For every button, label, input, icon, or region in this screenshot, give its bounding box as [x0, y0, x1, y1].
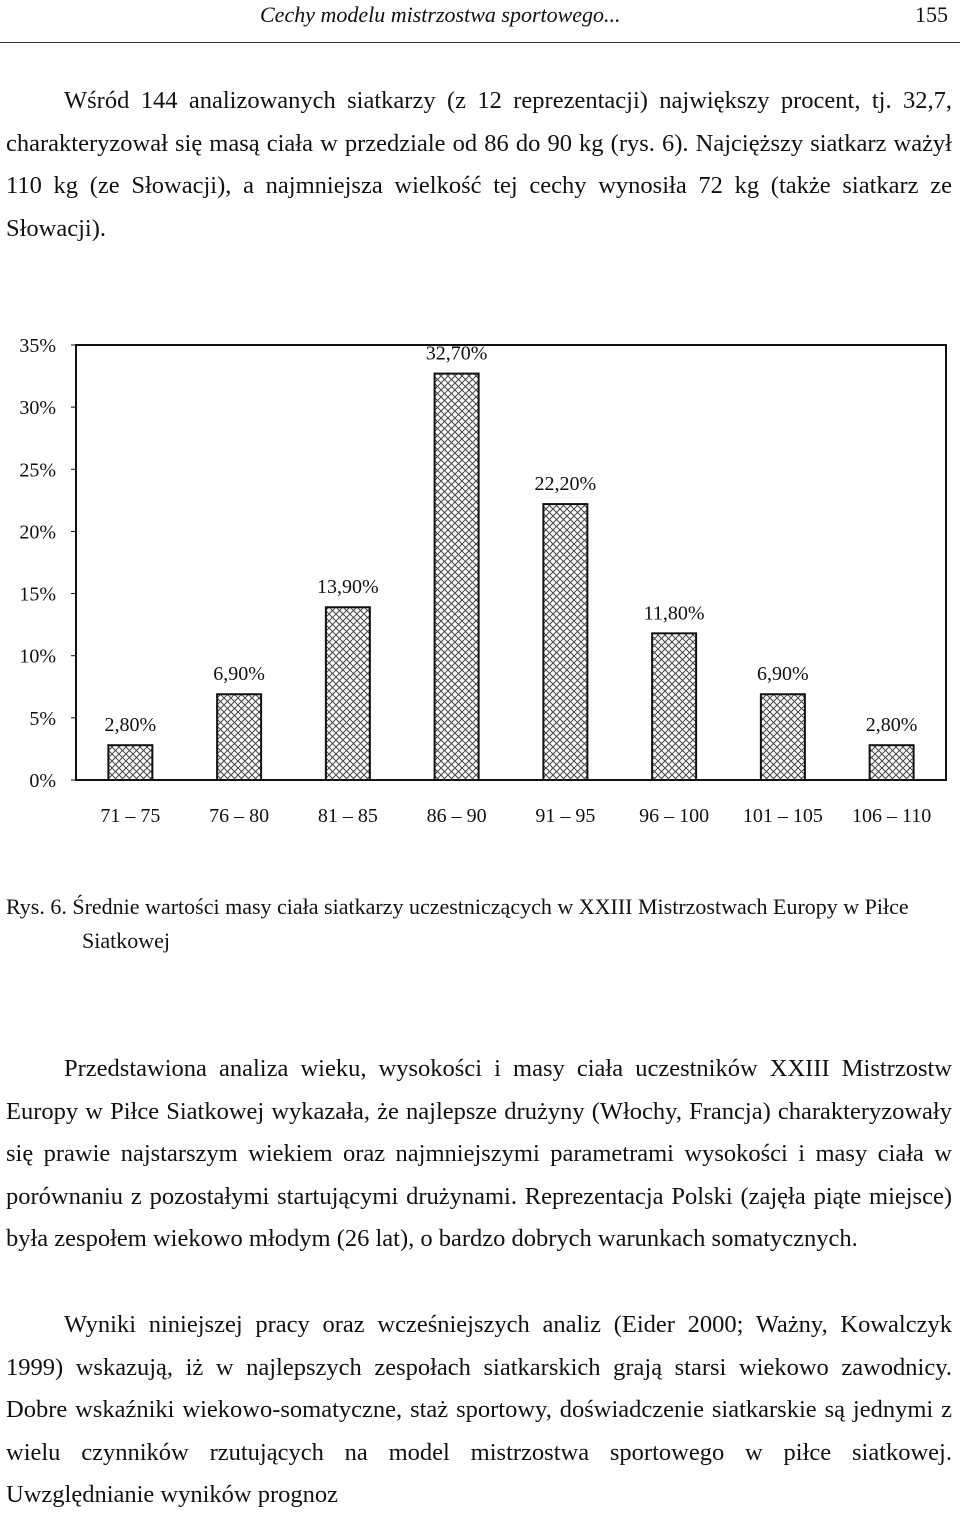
data-label: 22,20% [534, 473, 597, 496]
y-axis [19, 335, 76, 792]
bar [652, 633, 696, 780]
y-tick-label: 5% [29, 707, 56, 730]
x-tick-label: 96 – 100 [639, 805, 710, 827]
y-tick-label: 10% [19, 645, 56, 668]
data-label: 11,80% [643, 602, 705, 625]
x-tick-label: 71 – 75 [100, 805, 161, 827]
y-tick-label: 25% [19, 459, 56, 482]
y-tick-label: 30% [19, 397, 56, 420]
x-axis [100, 805, 931, 827]
data-label: 6,90% [213, 663, 265, 686]
plot-frame [76, 342, 946, 780]
running-title: Cechy modelu mistrzostwa sportowego... [260, 2, 621, 27]
bar [435, 374, 479, 780]
data-label: 13,90% [317, 576, 379, 599]
x-tick-label: 106 – 110 [851, 805, 932, 827]
bars [108, 374, 913, 780]
data-labels [105, 343, 918, 737]
figure-caption: Rys. 6. Średnie wartości masy ciała siatkarzy uczestniczących w XXIII Mistrzostwach Europy w Piłce Siatkowej [6, 894, 909, 953]
x-tick-label: 101 – 105 [742, 805, 823, 827]
body-paragraph-3: Wyniki niniejszej pracy oraz wcześniejszych analiz (Eider 2000; Ważny, Kowalczyk 1999) wskazują, iż w najlepszych zespołach siatkarskich grają starsi wiekowo zawodnicy. Dobre wskaźniki wiekowo-somatyczne, staż sportowy, doświadczenie siatkarskie są jednymi z wielu czynników rzutujących na model mistrzostwa sportowego w piłce siatkowej. Uwzględnianie wyników prognoz [6, 1311, 952, 1509]
body-paragraph-1: Wśród 144 analizowanych siatkarzy (z 12 reprezentacji) największy procent, tj. 32,7, charakteryzował się masą ciała w przedziale od 86 do 90 kg (rys. 6). Najcięższy siatkarz ważył 110 kg (ze Słowacji), a najmniejsza wielkość tej cechy wynosiła 72 kg (także siatkarz ze Słowacji). [6, 87, 952, 242]
bar [326, 607, 370, 780]
bar [870, 745, 914, 780]
bar [108, 745, 152, 780]
data-label: 6,90% [757, 663, 809, 686]
x-tick-label: 86 – 90 [426, 805, 487, 827]
bar [543, 504, 587, 780]
data-label: 32,70% [425, 342, 488, 365]
bar [217, 694, 261, 780]
x-tick-label: 81 – 85 [317, 805, 378, 827]
plot-border [76, 342, 946, 780]
y-tick-label: 20% [19, 521, 56, 544]
y-tick-label: 35% [19, 335, 56, 357]
page-number: 155 [915, 2, 948, 27]
x-tick-label: 91 – 95 [535, 805, 596, 827]
y-tick-label: 0% [29, 770, 56, 792]
bar-chart [0, 320, 960, 860]
data-label: 2,80% [104, 714, 157, 737]
body-paragraph-2: Przedstawiona analiza wieku, wysokości i masy ciała uczestników XXIII Mistrzostw Europy w Piłce Siatkowej wykazała, że najlepsze drużyny (Włochy, Francja) charakteryzowały się prawie najstarszym wiekiem oraz najmniejszymi parametrami wysokości i masy ciała w porównaniu z pozostałymi startującymi drużynami. Reprezentacja Polski (zajęła piąte miejsce) była zespołem wiekowo młodym (26 lat), o bardzo dobrych warunkach somatycznych. [6, 1055, 952, 1253]
running-header [0, 0, 960, 43]
y-tick-label: 15% [19, 583, 56, 606]
bar [761, 694, 805, 780]
x-tick-label: 76 – 80 [209, 805, 270, 827]
data-label: 2,80% [865, 714, 918, 737]
